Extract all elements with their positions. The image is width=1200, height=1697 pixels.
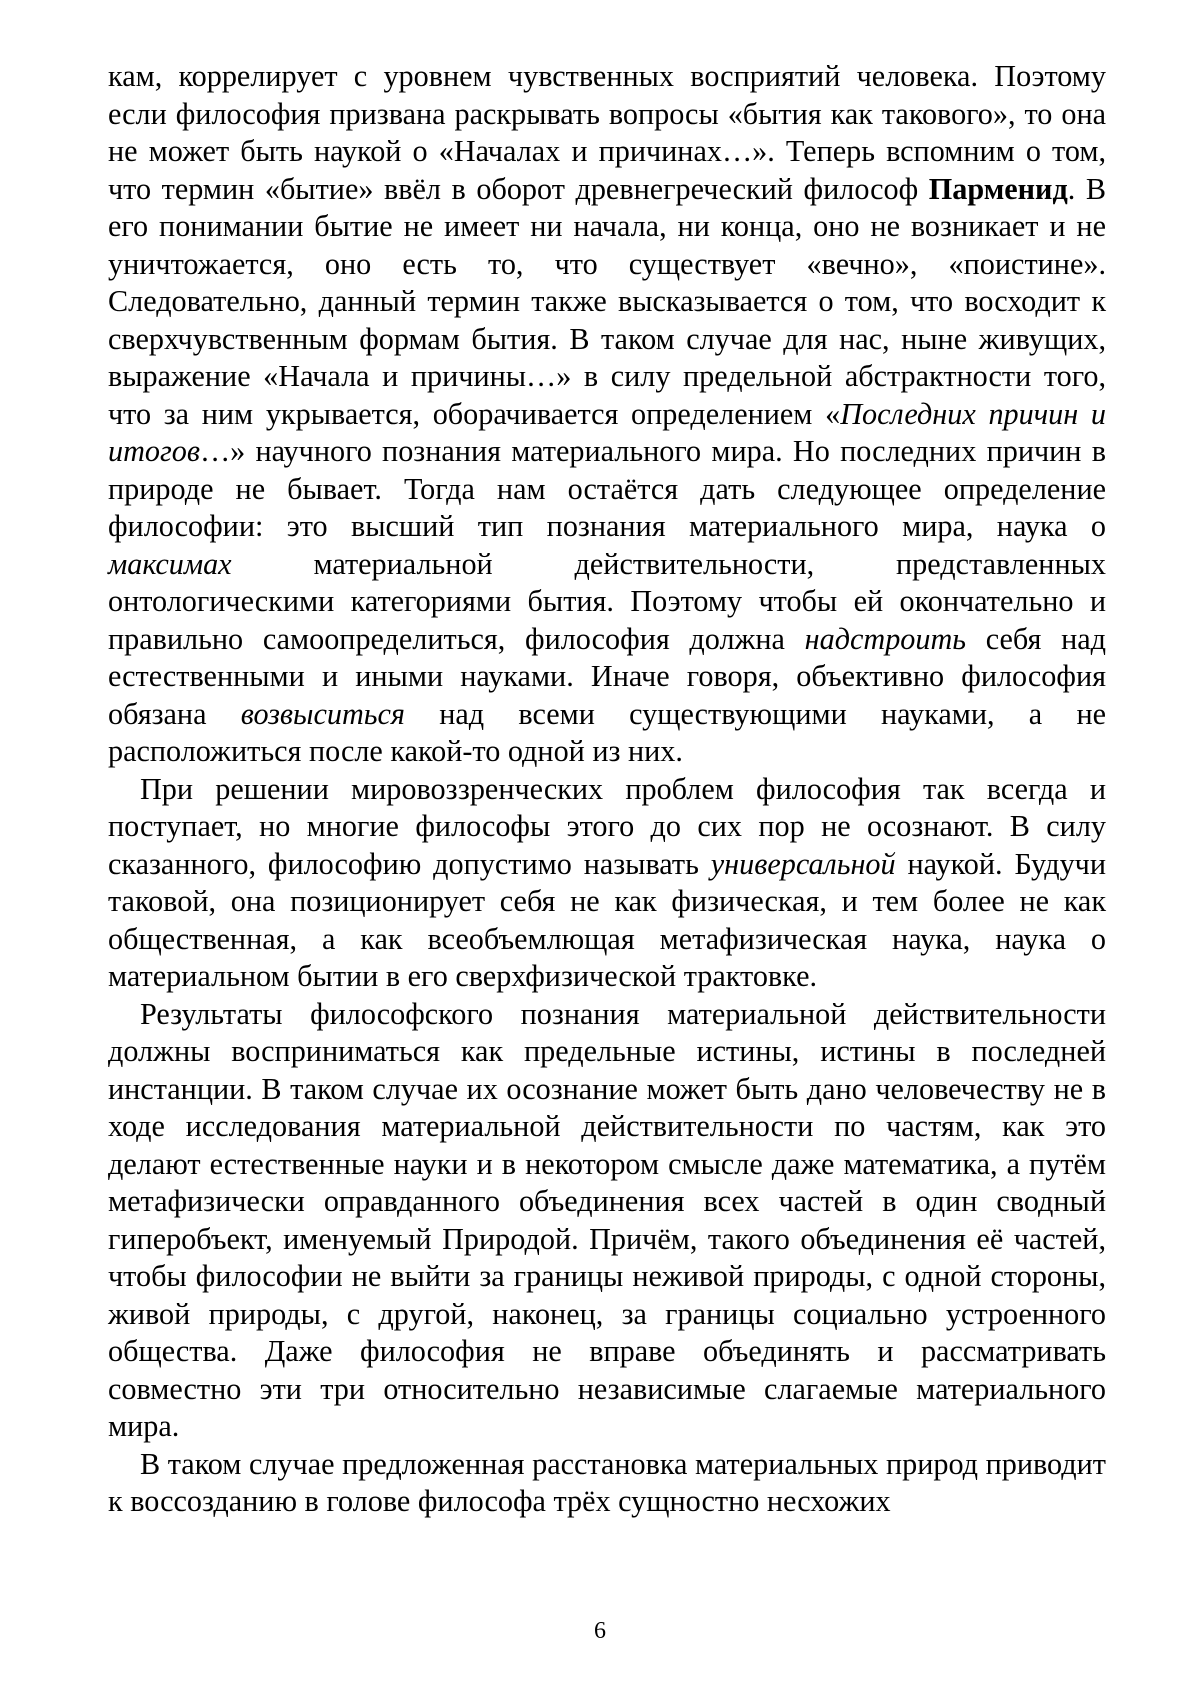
paragraph-4-run-1: В таком случае предложенная расстановка материальных природ приводит к воссозданию в голове философа трёх сущностно несхожих xyxy=(108,1446,1106,1518)
paragraph-1-italic-last-causes: Последних причин и итогов xyxy=(108,396,1106,468)
page-number: 6 xyxy=(594,1618,606,1644)
paragraph-3 xyxy=(108,996,1106,1446)
page-body xyxy=(108,58,1106,1521)
paragraph-1 xyxy=(108,58,1106,771)
paragraph-1-run-7: материальной действительности, представленных онтологическими категориями бытия. Поэтому чтобы ей окончательно и правильно самоопределиться, философия должна xyxy=(108,546,1106,656)
paragraph-3-run-1: Результаты философского познания материальной действительности должны восприниматься как предельные истины, истины в последней инстанции. В таком случае их осознание может быть дано человечеству не в ходе исследования материальной действительности по частям, как это делают естественные науки и в некотором смысле даже математика, а путём метафизически оправданного объединения всех частей в один сводный гиперобъект, именуемый Природой. Причём, такого объединения её частей, чтобы философии не выйти за границы неживой природы, с одной стороны, живой природы, с другой, наконец, за границы социально устроенного общества. Даже философия не вправе объединять и рассматривать совместно эти три относительно независимые слагаемые материального мира. xyxy=(108,996,1106,1443)
paragraph-1-bold-parmenides: Парменид xyxy=(928,171,1068,206)
paragraph-1-italic-superstructure: надстроить xyxy=(804,621,967,656)
paragraph-1-run-3: . В его понимании бытие не имеет ни начала, ни конца, оно не возникает и не уничтожается, оно есть то, что существует «вечно», «поистине». Следовательно, данный термин также высказывается о том, что восходит к сверхчувственным формам бытия. В таком случае для нас, ныне живущих, выражение «Начала и причины…» в силу предельной абстрактности того, что за ним укрывается, оборачивается определением « xyxy=(108,171,1106,431)
paragraph-1-run-11: над всеми существующими науками, а не расположиться после какой-то одной из них. xyxy=(108,696,1107,768)
paragraph-1-italic-maxims: максимах xyxy=(108,546,232,581)
paragraph-1-run-9: себя над естественными и иными науками. Иначе говоря, объективно философия обязана xyxy=(108,621,1107,731)
paragraph-2-italic-universal: универсальной xyxy=(710,846,896,881)
paragraph-1-run-1: кам, коррелирует с уровнем чувственных восприятий человека. Поэтому если философия призвана раскрывать вопросы «бытия как такового», то она не может быть наукой о «Началах и причинах…». Теперь вспомним о том, что термин «бытие» ввёл в оборот древнегреческий философ xyxy=(108,59,1106,206)
paragraph-1-run-5: …» научного познания материального мира. Но последних причин в природе не бывает. Тогда нам остаётся дать следующее определение философии: это высший тип познания материального мира, наука о xyxy=(108,434,1106,543)
paragraph-2-run-3: наукой. Будучи таковой, она позиционирует себя не как физическая, и тем более не как общественная, а как всеобъемлющая метафизическая наука, наука о материальном бытии в его сверхфизической трактовке. xyxy=(108,846,1107,993)
paragraph-2 xyxy=(108,771,1106,996)
paragraph-1-italic-rise: возвыситься xyxy=(240,696,405,731)
paragraph-4 xyxy=(108,1446,1106,1521)
paragraph-2-run-1: При решении мировоззренческих проблем философия так всегда и поступает, но многие философы этого до сих пор не осознают. В силу сказанного, философию допустимо называть xyxy=(108,771,1106,881)
